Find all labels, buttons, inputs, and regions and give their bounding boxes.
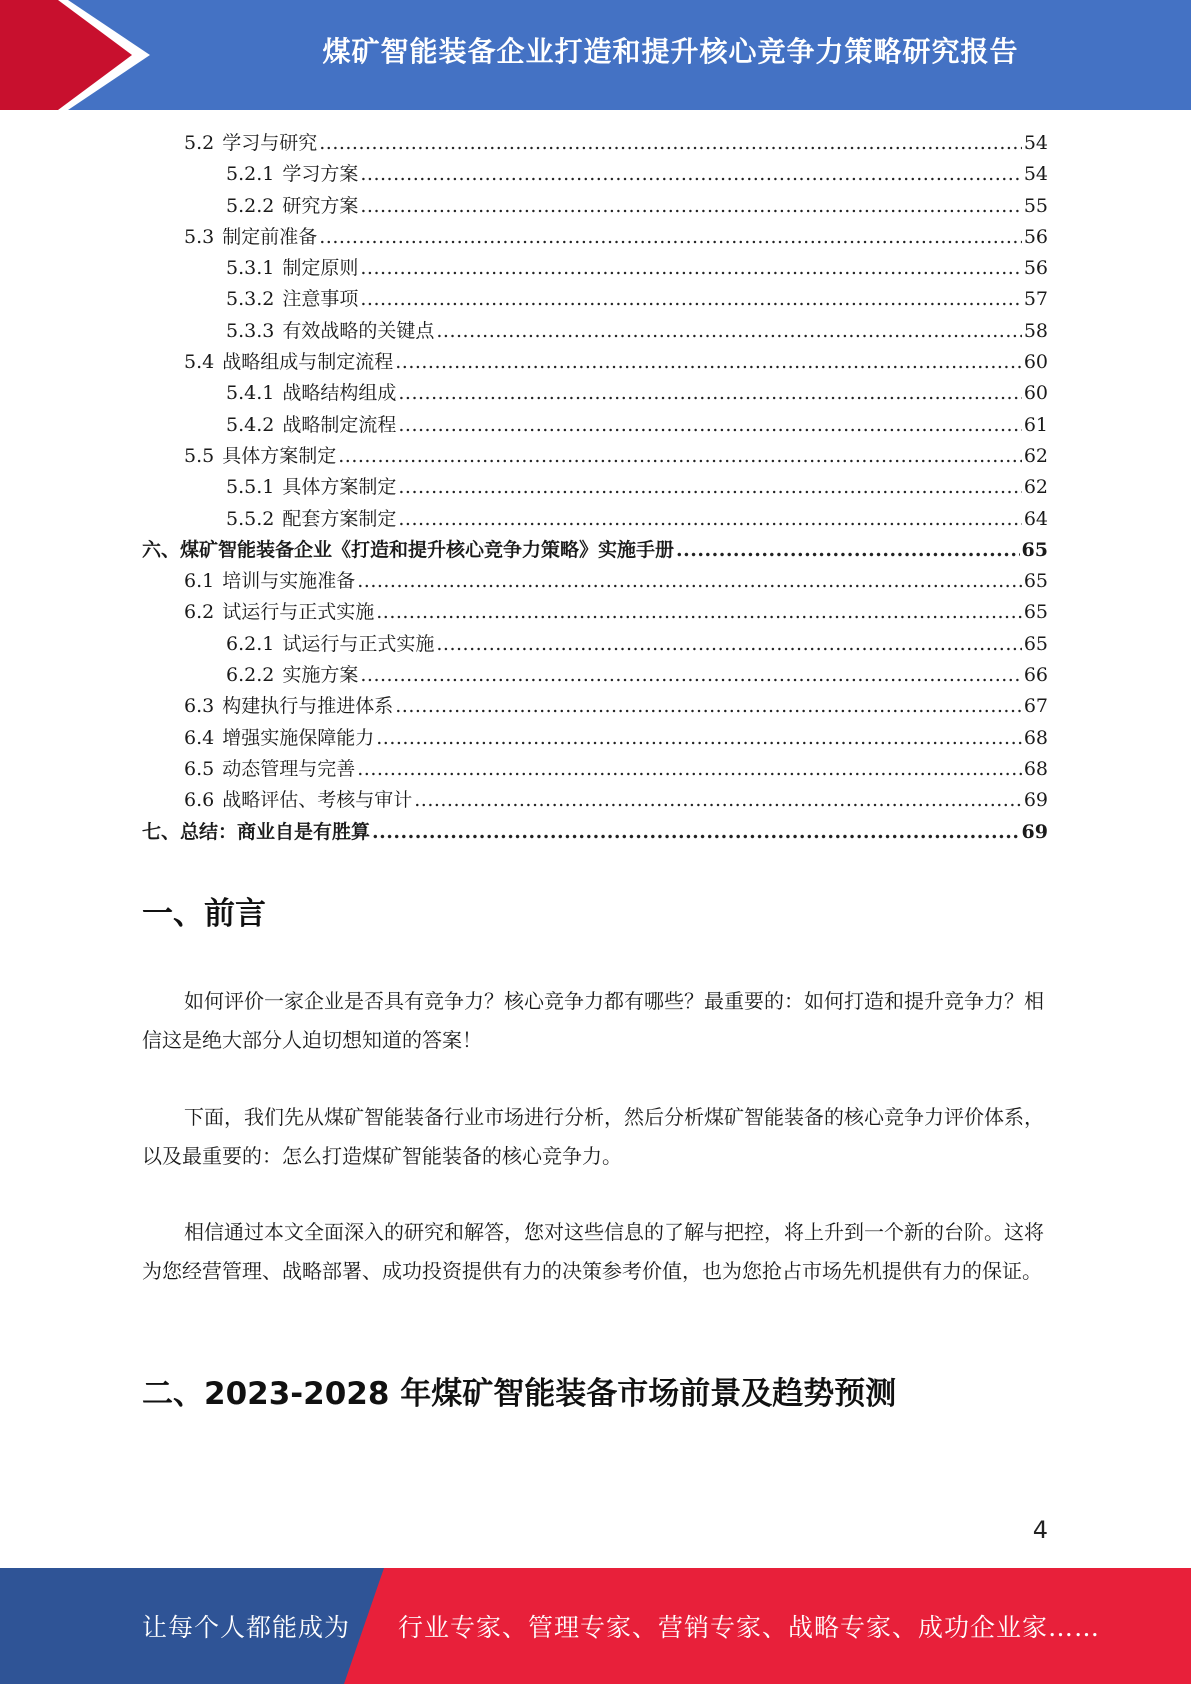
page-number: 4 <box>1032 1516 1048 1544</box>
toc-entry-page: 62 <box>1023 476 1048 499</box>
paragraph: 下面，我们先从煤矿智能装备行业市场进行分析，然后分析煤矿智能装备的核心竞争力评价体系，以及最重要的：怎么打造煤矿智能装备的核心竞争力。 <box>142 1105 1044 1168</box>
toc-entry-title: 战略制定流程 <box>282 413 397 436</box>
toc-entry-page: 65 <box>1023 601 1048 624</box>
toc-entry-number: 5.4.1 <box>226 382 275 405</box>
toc-entry-title: 动态管理与完善 <box>222 757 356 780</box>
toc-entry-page: 54 <box>1023 163 1048 186</box>
toc-entry-title: 六、煤矿智能装备企业《打造和提升核心竞争力策略》实施手册 <box>142 538 675 561</box>
toc-entry-number: 6.2 <box>184 601 215 624</box>
toc-entry[interactable] <box>142 284 1048 315</box>
toc-entry-page: 65 <box>1023 570 1048 593</box>
toc-entry-page: 69 <box>1023 789 1048 812</box>
toc-dot-leader <box>398 504 1021 535</box>
toc-dot-leader <box>338 441 1022 472</box>
toc-entry-page: 56 <box>1023 225 1048 248</box>
toc-entry[interactable] <box>142 410 1048 441</box>
section-heading-market-forecast: 二、2023-2028 年煤矿智能装备市场前景及趋势预测 <box>142 1376 897 1412</box>
toc-entry-number: 5.3.2 <box>226 288 275 311</box>
toc-entry-page: 57 <box>1023 288 1048 311</box>
toc-entry-page: 67 <box>1023 695 1048 718</box>
toc-entry-title: 试运行与正式实施 <box>282 632 435 655</box>
toc-entry-page: 68 <box>1023 757 1048 780</box>
toc-dot-leader <box>436 629 1021 660</box>
paragraph: 如何评价一家企业是否具有竞争力？核心竞争力都有哪些？最重要的：如何打造和提升竞争力？相信这是绝大部分人迫切想知道的答案！ <box>142 989 1044 1052</box>
toc-entry-number: 5.4.2 <box>226 413 275 436</box>
toc-entry-number: 5.2 <box>184 132 215 154</box>
toc-entry-number: 5.2.2 <box>226 194 275 217</box>
toc-dot-leader <box>360 159 1021 190</box>
paragraph: 相信通过本文全面深入的研究和解答，您对这些信息的了解与把控，将上升到一个新的台阶。这将为您经营管理、战略部署、成功投资提供有力的决策参考价值，也为您抢占市场先机提供有力的保证。 <box>142 1220 1044 1283</box>
toc-dot-leader <box>357 754 1022 785</box>
toc-entry[interactable] <box>142 128 1048 159</box>
toc-entry[interactable] <box>142 347 1048 378</box>
toc-entry-number: 5.4 <box>184 351 215 374</box>
toc-dot-leader <box>319 222 1022 253</box>
toc-entry-title: 战略评估、考核与审计 <box>222 789 413 812</box>
footer-slogan-right: 行业专家、管理专家、营销专家、战略专家、成功企业家…… <box>398 1613 1101 1642</box>
toc-entry[interactable] <box>142 691 1048 722</box>
toc-entry-page: 61 <box>1023 413 1048 436</box>
toc-entry[interactable] <box>142 723 1048 754</box>
toc-entry-number: 5.5.1 <box>226 476 275 499</box>
section-heading-preface: 一、前言 <box>142 896 266 932</box>
toc-dot-leader <box>360 253 1021 284</box>
toc-entry-title: 七、总结：商业自是有胜算 <box>142 820 371 843</box>
toc-entry-title: 制定前准备 <box>222 225 318 248</box>
toc-entry[interactable] <box>142 504 1048 535</box>
toc-dot-leader <box>319 128 1022 159</box>
toc-entry-page: 65 <box>1021 538 1048 561</box>
toc-entry-page: 56 <box>1023 257 1048 280</box>
toc-entry-title: 实施方案 <box>282 664 359 687</box>
toc-entry-number: 5.3 <box>184 225 215 248</box>
toc-entry-title: 具体方案制定 <box>222 444 337 467</box>
toc-entry[interactable] <box>142 378 1048 409</box>
toc-entry-number: 6.2.1 <box>226 632 275 655</box>
toc-entry-page: 69 <box>1021 820 1048 843</box>
toc-entry-number: 6.5 <box>184 757 215 780</box>
toc-entry-number: 6.1 <box>184 570 215 593</box>
toc-entry-title: 构建执行与推进体系 <box>222 695 394 718</box>
toc-entry-page: 65 <box>1023 632 1048 655</box>
toc-entry[interactable] <box>142 222 1048 253</box>
toc-dot-leader <box>360 660 1021 691</box>
toc-entry-title: 制定原则 <box>282 257 359 280</box>
toc-entry-title: 战略结构组成 <box>282 382 397 405</box>
toc-entry[interactable] <box>142 316 1048 347</box>
toc-entry-number: 5.2.1 <box>226 163 275 186</box>
header-title: 煤矿智能装备企业打造和提升核心竞争力策略研究报告 <box>322 35 1019 68</box>
toc-dot-leader <box>414 785 1022 816</box>
toc-entry-page: 66 <box>1023 664 1048 687</box>
toc-dot-leader <box>395 691 1022 722</box>
toc-entry-number: 5.3.1 <box>226 257 275 280</box>
toc-entry-title: 试运行与正式实施 <box>222 601 375 624</box>
toc-entry[interactable] <box>142 597 1048 628</box>
toc-entry-title: 学习与研究 <box>222 132 318 154</box>
toc-entry[interactable] <box>142 817 1048 848</box>
toc-entry-title: 注意事项 <box>282 288 359 311</box>
toc-entry[interactable] <box>142 441 1048 472</box>
toc-entry-number: 6.2.2 <box>226 664 275 687</box>
toc-dot-leader <box>398 410 1021 441</box>
toc-dot-leader <box>376 723 1022 754</box>
toc-entry[interactable] <box>142 253 1048 284</box>
toc-dot-leader <box>360 191 1021 222</box>
toc-entry[interactable] <box>142 472 1048 503</box>
toc-entry[interactable] <box>142 159 1048 190</box>
toc-dot-leader <box>398 378 1021 409</box>
toc-dot-leader <box>360 284 1021 315</box>
toc-entry-title: 培训与实施准备 <box>222 570 356 593</box>
toc-entry-number: 5.5.2 <box>226 507 275 530</box>
toc-entry-number: 6.3 <box>184 695 215 718</box>
toc-entry-title: 配套方案制定 <box>282 507 397 530</box>
toc-dot-leader <box>372 817 1020 848</box>
toc-entry-title: 增强实施保障能力 <box>222 726 375 749</box>
toc-entry-number: 6.4 <box>184 726 215 749</box>
footer-slogan-left: 让每个人都能成为 <box>142 1613 351 1642</box>
table-of-contents <box>142 128 1048 848</box>
toc-entry-title: 有效战略的关键点 <box>282 319 435 342</box>
toc-entry-page: 60 <box>1023 382 1048 405</box>
toc-entry-title: 学习方案 <box>282 163 359 186</box>
toc-entry[interactable] <box>142 566 1048 597</box>
toc-dot-leader <box>376 597 1022 628</box>
header-banner <box>0 0 1191 110</box>
toc-entry[interactable] <box>142 191 1048 222</box>
toc-entry-title: 具体方案制定 <box>282 476 397 499</box>
toc-dot-leader <box>398 472 1021 503</box>
toc-dot-leader <box>395 347 1022 378</box>
toc-entry-title: 研究方案 <box>282 194 359 217</box>
toc-entry-page: 58 <box>1023 319 1048 342</box>
toc-entry-page: 62 <box>1023 444 1048 467</box>
toc-dot-leader <box>676 535 1020 566</box>
toc-entry-page: 68 <box>1023 726 1048 749</box>
toc-entry-number: 5.5 <box>184 444 215 467</box>
footer-banner <box>0 1568 1191 1684</box>
toc-entry[interactable] <box>142 785 1048 816</box>
toc-entry-number: 5.3.3 <box>226 319 275 342</box>
toc-entry-number: 6.6 <box>184 789 215 812</box>
toc-entry[interactable] <box>142 629 1048 660</box>
toc-entry-title: 战略组成与制定流程 <box>222 351 394 374</box>
toc-dot-leader <box>357 566 1022 597</box>
toc-entry-page: 64 <box>1023 507 1048 530</box>
toc-entry-page: 54 <box>1023 132 1048 154</box>
toc-entry[interactable] <box>142 660 1048 691</box>
toc-entry[interactable] <box>142 535 1048 566</box>
toc-dot-leader <box>436 316 1021 347</box>
toc-entry[interactable] <box>142 754 1048 785</box>
toc-entry-page: 60 <box>1023 351 1048 374</box>
toc-entry-page: 55 <box>1023 194 1048 217</box>
